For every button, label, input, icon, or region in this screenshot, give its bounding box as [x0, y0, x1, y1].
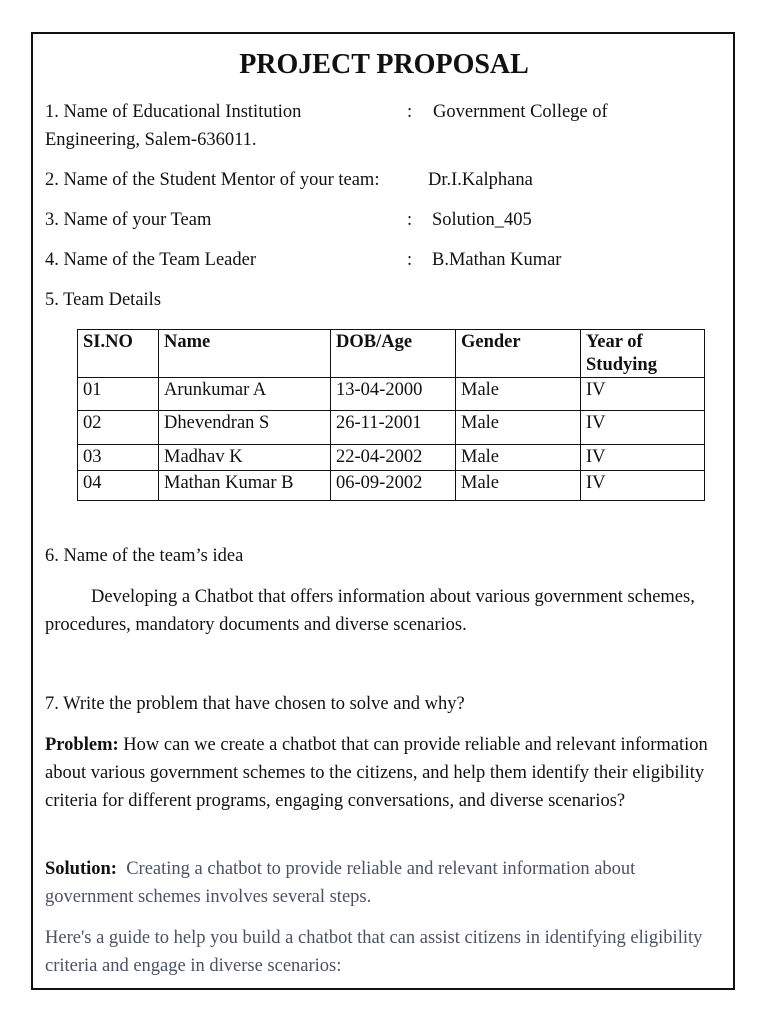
problem-paragraph	[45, 731, 725, 815]
table-row	[78, 445, 705, 471]
field-value: Government College of	[433, 102, 608, 122]
table-cell: Male	[456, 471, 581, 501]
team-details-heading: 5. Team Details	[45, 290, 162, 310]
field-institution-continued: Engineering, Salem-636011.	[45, 130, 257, 150]
field-colon: :	[407, 250, 413, 270]
table-cell: Male	[456, 378, 581, 411]
document-title: PROJECT PROPOSAL	[239, 49, 529, 80]
table-row	[78, 411, 705, 445]
field-colon: :	[407, 210, 413, 230]
table-cell: 01	[78, 378, 159, 411]
field-colon: :	[407, 102, 413, 122]
table-cell: Madhav K	[159, 445, 331, 471]
solution-paragraph	[45, 855, 725, 911]
table-cell: Mathan Kumar B	[159, 471, 331, 501]
column-header: SI.NO	[78, 330, 159, 378]
table-row	[78, 471, 705, 501]
table-cell: 22-04-2002	[331, 445, 456, 471]
table-cell: 26-11-2001	[331, 411, 456, 445]
solution-text: Creating a chatbot to provide reliable and relevant information about government schemes involves several steps.	[45, 859, 636, 907]
table-cell: IV	[581, 471, 705, 501]
field-label: 1. Name of Educational Institution	[45, 102, 302, 122]
guide-text: Here's a guide to help you build a chatbot that can assist citizens in identifying eligibility criteria and engage in diverse scenarios:	[45, 928, 703, 976]
team-table	[77, 329, 705, 501]
table-cell: 13-04-2000	[331, 378, 456, 411]
problem-label: Problem:	[45, 735, 119, 755]
table-cell: 03	[78, 445, 159, 471]
table-cell: Dhevendran S	[159, 411, 331, 445]
field-label: 2. Name of the Student Mentor of your team:	[45, 170, 380, 190]
field-label: 3. Name of your Team	[45, 210, 212, 230]
table-cell: 04	[78, 471, 159, 501]
table-cell: 06-09-2002	[331, 471, 456, 501]
table-cell: IV	[581, 411, 705, 445]
field-value: Solution_405	[432, 210, 532, 230]
table-cell: IV	[581, 378, 705, 411]
field-value: B.Mathan Kumar	[432, 250, 562, 270]
idea-heading: 6. Name of the team’s idea	[45, 546, 244, 566]
column-header: DOB/Age	[331, 330, 456, 378]
field-value: Dr.I.Kalphana	[428, 170, 533, 190]
table-cell: Male	[456, 411, 581, 445]
field-label: 4. Name of the Team Leader	[45, 250, 257, 270]
column-header: Name	[159, 330, 331, 378]
table-cell: 02	[78, 411, 159, 445]
column-header: Gender	[456, 330, 581, 378]
problem-heading: 7. Write the problem that have chosen to solve and why?	[45, 694, 465, 714]
table-row	[78, 378, 705, 411]
table-cell: Arunkumar A	[159, 378, 331, 411]
idea-text: Developing a Chatbot that offers information about various government schemes, procedures, mandatory documents and diverse scenarios.	[45, 587, 695, 635]
table-cell: Male	[456, 445, 581, 471]
solution-label: Solution:	[45, 859, 117, 879]
column-header: Year of Studying	[581, 330, 705, 378]
table-cell: IV	[581, 445, 705, 471]
table-header-row	[78, 330, 705, 378]
problem-text: How can we create a chatbot that can provide reliable and relevant information about various government schemes to the citizens, and help them identify their eligibility criteria for different programs, engaging conversations, and diverse scenarios?	[45, 735, 708, 811]
